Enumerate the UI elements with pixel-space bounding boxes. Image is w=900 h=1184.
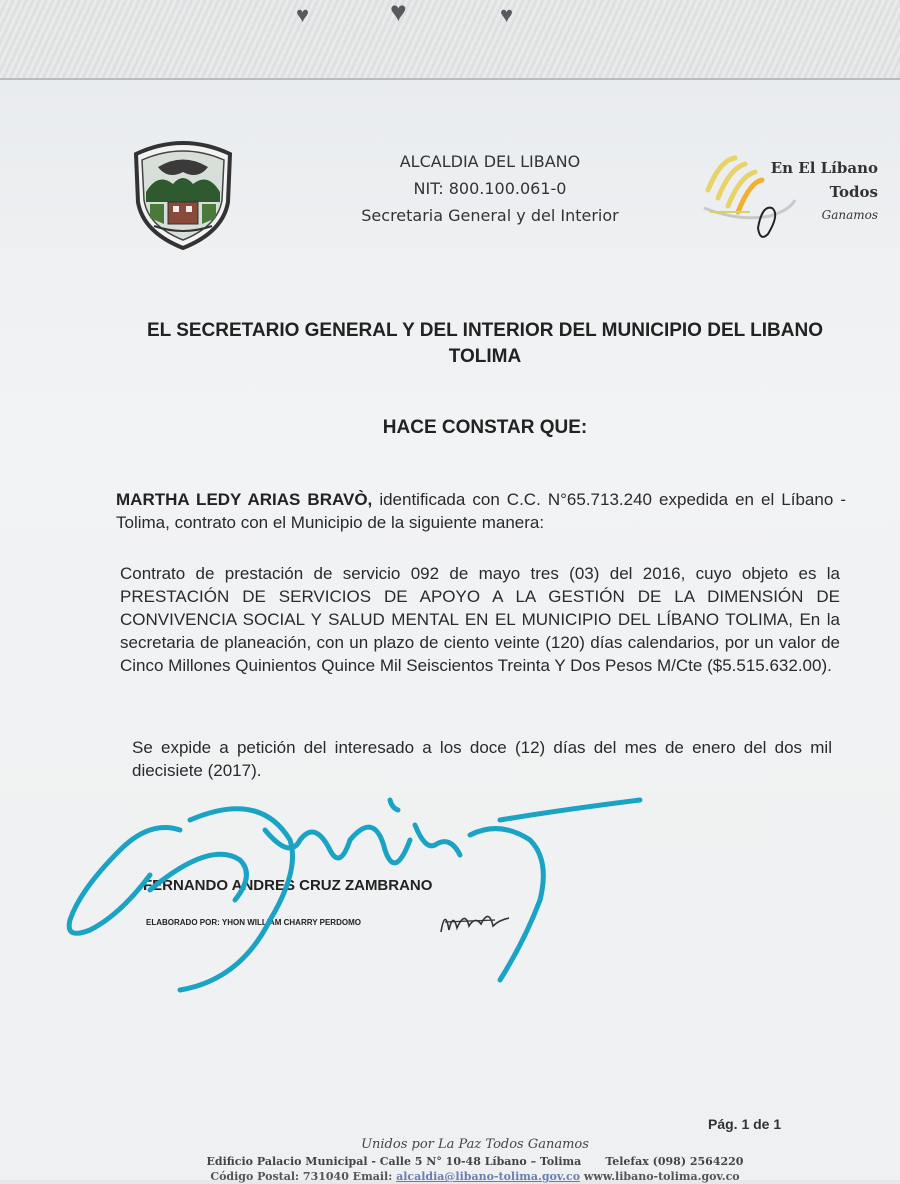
footer-postal: Código Postal: 731040 Email: bbox=[210, 1170, 393, 1183]
heart-icon: ♥ bbox=[500, 2, 514, 27]
slogan-line-1: En El Líbano bbox=[770, 159, 878, 177]
title-line-2: TOLIMA bbox=[448, 346, 522, 367]
initials-signature bbox=[435, 902, 515, 942]
issuance-paragraph: Se expide a petición del interesado a los doce (12) días del mes de enero del dos mil diecisiete (2017). bbox=[132, 738, 832, 780]
footer-address-line bbox=[150, 1154, 800, 1170]
document-page bbox=[0, 80, 900, 1183]
document-title bbox=[100, 318, 870, 370]
person-name: MARTHA LEDY ARIAS BRAVÒ, bbox=[116, 490, 373, 509]
municipal-crest-logo bbox=[128, 132, 238, 250]
footer-email-link[interactable]: alcaldia@libano-tolima.gov.co bbox=[396, 1170, 581, 1183]
entity-office: Secretaria General y del Interior bbox=[361, 206, 619, 225]
header-entity-block bbox=[300, 148, 680, 229]
heart-icon: ♥ bbox=[296, 2, 310, 27]
footer-contact-line bbox=[150, 1170, 800, 1184]
identification-paragraph bbox=[116, 488, 846, 534]
slogan-line-3: Ganamos bbox=[821, 208, 878, 222]
entity-name: ALCALDIA DEL LIBANO bbox=[399, 152, 581, 171]
heart-icon: ♥ bbox=[390, 0, 407, 27]
prepared-by: ELABORADO POR: YHON WILLIAM CHARRY PERDOMO bbox=[146, 918, 361, 927]
contract-paragraph: Contrato de prestación de servicio 092 de mayo tres (03) del 2016, cuyo objeto es la PRESTACIÓN DE SERVICIOS DE APOYO A LA GESTIÓN DE LA DIMENSIÓN DE CONVIVENCIA SOCIAL Y SALUD MENTAL EN EL MUNICIPIO DEL LÍBANO TOLIMA, En la secretaria de planeación, con un plazo de ciento veinte (120) días calendarios, por un valor de Cinco Millones Quinientos Quince Mil Seiscientos Treinta Y Dos Pesos M/Cte ($5.515.632.00). bbox=[120, 564, 840, 675]
slogan-block bbox=[771, 156, 878, 226]
footer-motto: Unidos por La Paz Todos Ganamos bbox=[361, 1137, 589, 1152]
footer-address: Edificio Palacio Municipal - Calle 5 N° 10-48 Líbano – Tolima bbox=[206, 1155, 582, 1168]
document-subtitle: HACE CONSTAR QUE: bbox=[382, 417, 588, 438]
signer-name: FERNANDO ANDRES CRUZ ZAMBRANO bbox=[143, 877, 433, 894]
title-line-1: EL SECRETARIO GENERAL Y DEL INTERIOR DEL MUNICIPIO DEL LIBANO bbox=[147, 320, 823, 341]
identification-text: identificada con C.C. N°65.713.240 expedida en el Líbano - Tolima, contrato con el Municipio de la siguiente manera: bbox=[116, 490, 846, 532]
footer-telefax: Telefax (098) 2564220 bbox=[605, 1155, 744, 1168]
page-number: Pág. 1 de 1 bbox=[708, 1116, 782, 1132]
document-footer bbox=[150, 1136, 800, 1184]
entity-nit: NIT: 800.100.061-0 bbox=[413, 179, 567, 198]
monitor-bezel bbox=[0, 0, 900, 80]
slogan-line-2: Todos bbox=[829, 183, 878, 201]
footer-website-link[interactable]: www.libano-tolima.gov.co bbox=[583, 1170, 740, 1183]
